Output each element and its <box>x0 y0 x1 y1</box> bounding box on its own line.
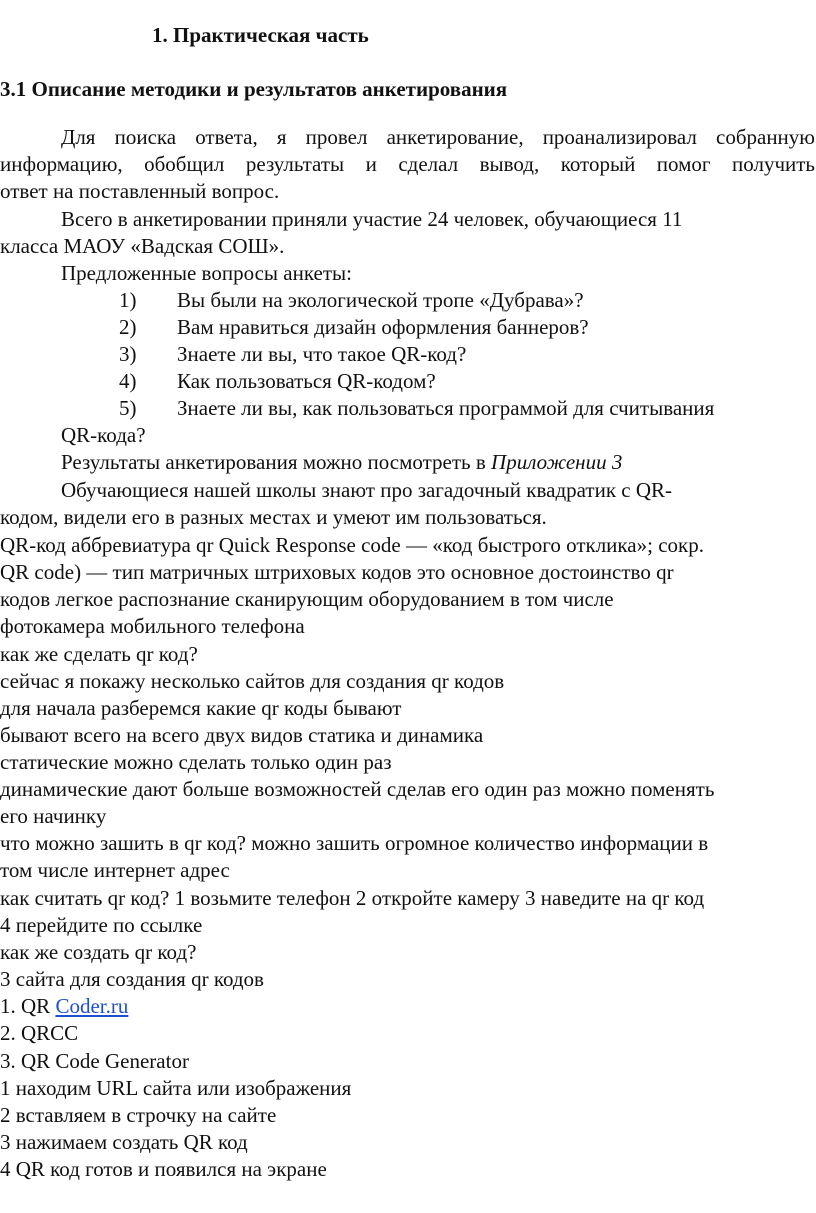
paragraph-line: Обучающиеся нашей школы знают про загадочный квадратик с QR- <box>61 478 673 502</box>
list-item <box>119 368 436 395</box>
text-line: 2 вставляем в строчку на сайте <box>0 1103 277 1127</box>
list-text: Знаете ли вы, как пользоваться программой для считывания <box>177 396 715 420</box>
text-line: 4 QR код готов и появился на экране <box>0 1157 327 1181</box>
text-line: 3 нажимаем создать QR код <box>0 1130 248 1154</box>
text-line: фотокамера мобильного телефона <box>0 614 305 638</box>
text-line: 2. QRCC <box>0 1021 79 1045</box>
list-text: Вы были на экологической тропе «Дубрава»? <box>177 288 584 312</box>
site-list-item <box>0 993 128 1020</box>
questions-intro: Предложенные вопросы анкеты: <box>61 261 352 285</box>
text-line: статические можно сделать только один раз <box>0 750 392 774</box>
list-item <box>119 314 589 341</box>
subsection-heading: 3.1 Описание методики и результатов анкетирования <box>0 77 508 101</box>
results-text: Результаты анкетирования можно посмотреть в <box>61 450 492 474</box>
list-item <box>119 287 584 314</box>
text-line: что можно зашить в qr код? можно зашить огромное количество информации в <box>0 831 709 855</box>
paragraph-line: Всего в анкетировании приняли участие 24 человек, обучающиеся 11 <box>61 207 683 231</box>
list-number: 1) <box>119 288 137 312</box>
text-line: как считать qr код? 1 возьмите телефон 2 откройте камеру 3 наведите на qr код <box>0 886 705 910</box>
text-line: 4 перейдите по ссылке <box>0 913 203 937</box>
text-line: QR code) — тип матричных штриховых кодов это основное достоинство qr <box>0 560 674 584</box>
paragraph-line: кодом, видели его в разных местах и умеют им пользоваться. <box>0 505 547 529</box>
text-line: для начала разберемся какие qr коды бывают <box>0 696 402 720</box>
text-line: кодов легкое распознание сканирующим оборудованием в том числе <box>0 587 614 611</box>
paragraph-line: информацию, обобщил результаты и сделал вывод, который помог получить <box>0 152 815 176</box>
coder-ru-link[interactable]: Coder.ru <box>55 994 129 1018</box>
list-item <box>119 341 466 368</box>
paragraph-line: класса МАОУ «Вадская СОШ». <box>0 234 285 258</box>
list-item-continuation: QR-кода? <box>61 423 146 447</box>
list-text: Вам нравиться дизайн оформления баннеров? <box>177 315 589 339</box>
paragraph-line: ответ на поставленный вопрос. <box>0 179 280 203</box>
list-number: 5) <box>119 396 137 420</box>
text-line: 3. QR Code Generator <box>0 1049 189 1073</box>
site-prefix: 1. QR <box>0 994 56 1018</box>
list-text: Как пользоваться QR-кодом? <box>177 369 436 393</box>
list-number: 2) <box>119 315 137 339</box>
text-line: сейчас я покажу несколько сайтов для создания qr кодов <box>0 669 505 693</box>
list-number: 3) <box>119 342 137 366</box>
text-line: QR-код аббревиатура qr Quick Response code — «код быстрого отклика»; сокр. <box>0 533 704 557</box>
text-line: как же сделать qr код? <box>0 642 198 666</box>
list-item <box>119 395 714 422</box>
paragraph-line: Для поиска ответа, я провел анкетирование, проанализировал собранную <box>61 125 815 149</box>
text-line: том числе интернет адрес <box>0 858 230 882</box>
list-number: 4) <box>119 369 137 393</box>
section-heading: 1. Практическая часть <box>152 23 369 47</box>
text-line: как же создать qr код? <box>0 940 197 964</box>
text-line: 1 находим URL сайта или изображения <box>0 1076 352 1100</box>
text-line: бывают всего на всего двух видов статика и динамика <box>0 723 484 747</box>
results-line <box>61 449 622 476</box>
text-line: его начинку <box>0 804 107 828</box>
text-line: 3 сайта для создания qr кодов <box>0 967 264 991</box>
list-text: Знаете ли вы, что такое QR-код? <box>177 342 467 366</box>
text-line: динамические дают больше возможностей сделав его один раз можно поменять <box>0 777 715 801</box>
appendix-reference: Приложении 3 <box>491 450 623 474</box>
